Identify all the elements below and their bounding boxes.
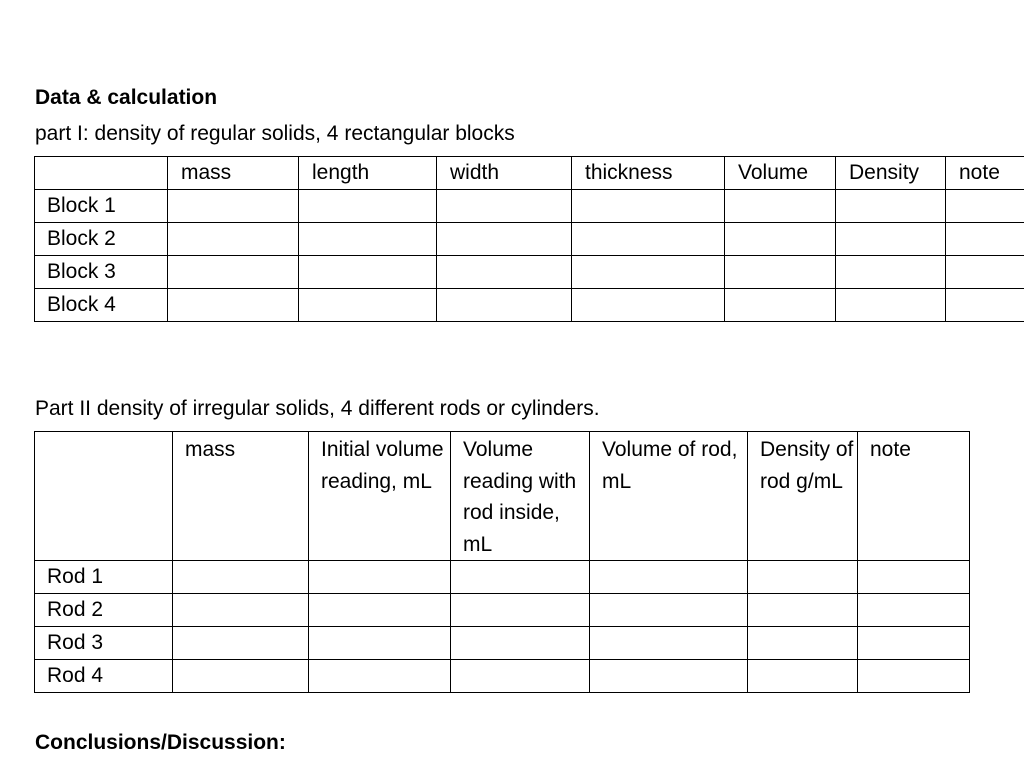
part2-title: Part II density of irregular solids, 4 different rods or cylinders.: [35, 397, 600, 420]
table-cell: [437, 223, 572, 256]
table-cell: [836, 223, 946, 256]
table-cell: [572, 190, 725, 223]
conclusions-heading: Conclusions/Discussion:: [35, 731, 286, 754]
table-cell: [590, 627, 748, 660]
table-cell: [858, 660, 970, 693]
table-cell: [309, 627, 451, 660]
table-cell: [451, 594, 590, 627]
part1-table: [34, 156, 1024, 322]
table-header-row: [35, 157, 1024, 190]
table-cell: [299, 223, 437, 256]
column-header: note: [946, 157, 1024, 190]
table-cell: [437, 289, 572, 322]
table-cell: [451, 660, 590, 693]
table-cell: [748, 561, 858, 594]
column-header: note: [858, 432, 970, 561]
table-cell: [725, 289, 836, 322]
table-row: [35, 223, 1024, 256]
table-cell: [173, 594, 309, 627]
table-cell: [748, 660, 858, 693]
column-header: Volume: [725, 157, 836, 190]
table-cell: [309, 594, 451, 627]
table-cell: [173, 660, 309, 693]
table-cell: [309, 660, 451, 693]
table-cell: [437, 190, 572, 223]
table-cell: [437, 256, 572, 289]
table-cell: [858, 561, 970, 594]
section-heading: Data & calculation: [35, 86, 218, 109]
table-header-row: [35, 432, 970, 561]
table-cell: [946, 190, 1024, 223]
table-cell: [590, 594, 748, 627]
column-header: Density of rod g/mL: [748, 432, 858, 561]
table-cell: [748, 627, 858, 660]
column-header: length: [299, 157, 437, 190]
table-cell: [572, 289, 725, 322]
column-header: mass: [168, 157, 299, 190]
table-cell: [451, 627, 590, 660]
table-cell: [299, 190, 437, 223]
table-row: [35, 561, 970, 594]
table-cell: [836, 256, 946, 289]
column-header: [35, 157, 168, 190]
column-header: mass: [173, 432, 309, 561]
row-label: Rod 2: [35, 594, 173, 627]
table-cell: [725, 256, 836, 289]
table-row: [35, 627, 970, 660]
table-cell: [858, 627, 970, 660]
column-header: Volume reading with rod inside, mL: [451, 432, 590, 561]
row-label: Rod 3: [35, 627, 173, 660]
table-cell: [946, 223, 1024, 256]
row-label: Block 3: [35, 256, 168, 289]
row-label: Block 1: [35, 190, 168, 223]
column-header: thickness: [572, 157, 725, 190]
table-cell: [168, 190, 299, 223]
row-label: Rod 1: [35, 561, 173, 594]
table-cell: [946, 289, 1024, 322]
table-cell: [168, 289, 299, 322]
table-cell: [168, 256, 299, 289]
table-cell: [836, 289, 946, 322]
row-label: Block 4: [35, 289, 168, 322]
table-cell: [173, 561, 309, 594]
table-row: [35, 289, 1024, 322]
table-cell: [451, 561, 590, 594]
table-cell: [309, 561, 451, 594]
column-header: Volume of rod, mL: [590, 432, 748, 561]
table-row: [35, 594, 970, 627]
table-cell: [946, 256, 1024, 289]
column-header: Density: [836, 157, 946, 190]
table-cell: [725, 190, 836, 223]
part1-title: part I: density of regular solids, 4 rectangular blocks: [35, 122, 515, 145]
table-cell: [572, 223, 725, 256]
table-cell: [168, 223, 299, 256]
table-row: [35, 660, 970, 693]
table-cell: [725, 223, 836, 256]
table-cell: [299, 289, 437, 322]
table-cell: [299, 256, 437, 289]
row-label: Rod 4: [35, 660, 173, 693]
column-header: [35, 432, 173, 561]
table-cell: [748, 594, 858, 627]
table-cell: [572, 256, 725, 289]
table-cell: [858, 594, 970, 627]
table-row: [35, 256, 1024, 289]
table-row: [35, 190, 1024, 223]
row-label: Block 2: [35, 223, 168, 256]
column-header: width: [437, 157, 572, 190]
part2-table: [34, 431, 970, 693]
column-header: Initial volume reading, mL: [309, 432, 451, 561]
table-cell: [590, 660, 748, 693]
table-cell: [836, 190, 946, 223]
table-cell: [590, 561, 748, 594]
table-cell: [173, 627, 309, 660]
